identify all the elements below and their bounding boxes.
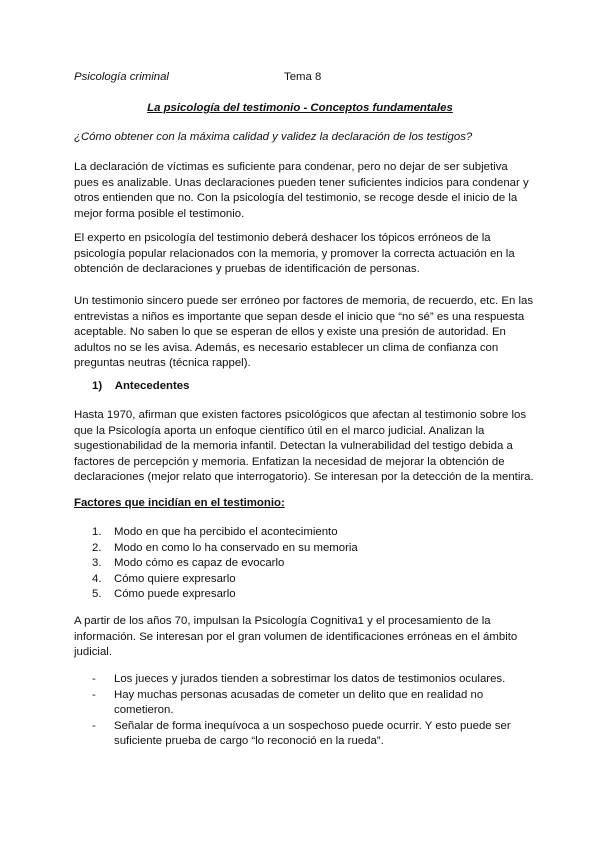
- header-subject: Psicología criminal: [74, 71, 169, 83]
- list-number: 3.: [92, 557, 102, 569]
- paragraph-1: La declaración de víctimas es suficiente para condenar, pero no dejar de ser subjetiva pues es analizable. Unas declaraciones pueden tener suficientes indicios para condenar y otros entienden que no. Con la psicología del testimonio, se recoge desde el inicio de la mejor forma posible el testimonio.: [74, 161, 529, 220]
- list-number: 4.: [92, 572, 102, 585]
- list-text: Modo en que ha percibido el acontecimiento: [114, 526, 338, 538]
- list-item: [92, 556, 358, 572]
- factors-list: [92, 525, 358, 603]
- section-title: Antecedentes: [114, 380, 190, 392]
- paragraph-4: Hasta 1970, afirman que existen factores psicológicos que afectan al testimonio sobre los que la Psicología aporta un enfoque científico útil en el marco judicial. Analizan la sugestionabilidad de la memoria infantil. Detectan la vulnerabilidad del testigo debida a factores de percepción y memoria. Enfatizan la necesidad de mejorar la obtención de declaraciones (mejor relato que interrogatorio). Se interesan por la detección de la mentira.: [74, 409, 534, 483]
- list-text: Los jueces y jurados tienden a sobrestimar los datos de testimonios oculares.: [114, 673, 506, 685]
- paragraph-2: El experto en psicología del testimonio deberá deshacer los tópicos erróneos de la psicología popular relacionados con la memoria, y promover la correcta actuación en la obtención de declaraciones y pruebas de identificación de personas.: [74, 232, 515, 275]
- list-text: Señalar de forma inequívoca a un sospechoso puede ocurrir. Y esto puede ser suficiente prueba de cargo “lo reconoció en la rueda”.: [114, 719, 511, 747]
- list-text: Hay muchas personas acusadas de cometer un delito que en realidad no cometieron.: [114, 688, 484, 716]
- paragraph-5: A partir de los años 70, impulsan la Psicología Cognitiva1 y el procesamiento de la información. Se interesan por el gran volumen de identificaciones erróneas en el ámbito judicial.: [74, 615, 518, 658]
- list-text: Modo en como lo ha conservado en su memoria: [114, 541, 358, 554]
- section-heading: [92, 379, 189, 395]
- bullet-dash: -: [92, 719, 96, 732]
- list-text: Cómo quiere expresarlo: [114, 572, 236, 585]
- bullet-list: [92, 672, 522, 750]
- list-item: [92, 541, 358, 557]
- list-item: [92, 719, 522, 750]
- header-topic: Tema 8: [284, 71, 322, 83]
- bullet-dash: -: [92, 673, 96, 685]
- list-number: 5.: [92, 588, 102, 600]
- factors-heading: Factores que incidían en el testimonio:: [74, 497, 285, 509]
- list-number: 1.: [92, 526, 102, 538]
- list-item: [92, 525, 358, 541]
- paragraph-3: Un testimonio sincero puede ser erróneo por factores de memoria, de recuerdo, etc. En las entrevistas a niños es importante que sepan desde el inicio que “no sé” es una respuesta aceptable. No saben lo que se esperan de ellos y existe una presión de autoridad. En adultos no se les avisa. Además, es necesario establecer un clima de confianza con preguntas neutras (técnica rappel).: [74, 295, 534, 369]
- list-text: Cómo puede expresarlo: [114, 588, 236, 600]
- lead-question: ¿Cómo obtener con la máxima calidad y validez la declaración de los testigos?: [74, 131, 473, 143]
- bullet-dash: -: [92, 688, 96, 701]
- list-item: [92, 572, 358, 588]
- list-item: [92, 587, 358, 603]
- section-number: 1): [92, 380, 103, 392]
- document-title: La psicología del testimonio - Conceptos fundamentales: [147, 102, 453, 114]
- list-item: [92, 688, 522, 719]
- list-item: [92, 672, 522, 688]
- list-number: 2.: [92, 541, 102, 554]
- list-text: Modo cómo es capaz de evocarlo: [114, 557, 285, 569]
